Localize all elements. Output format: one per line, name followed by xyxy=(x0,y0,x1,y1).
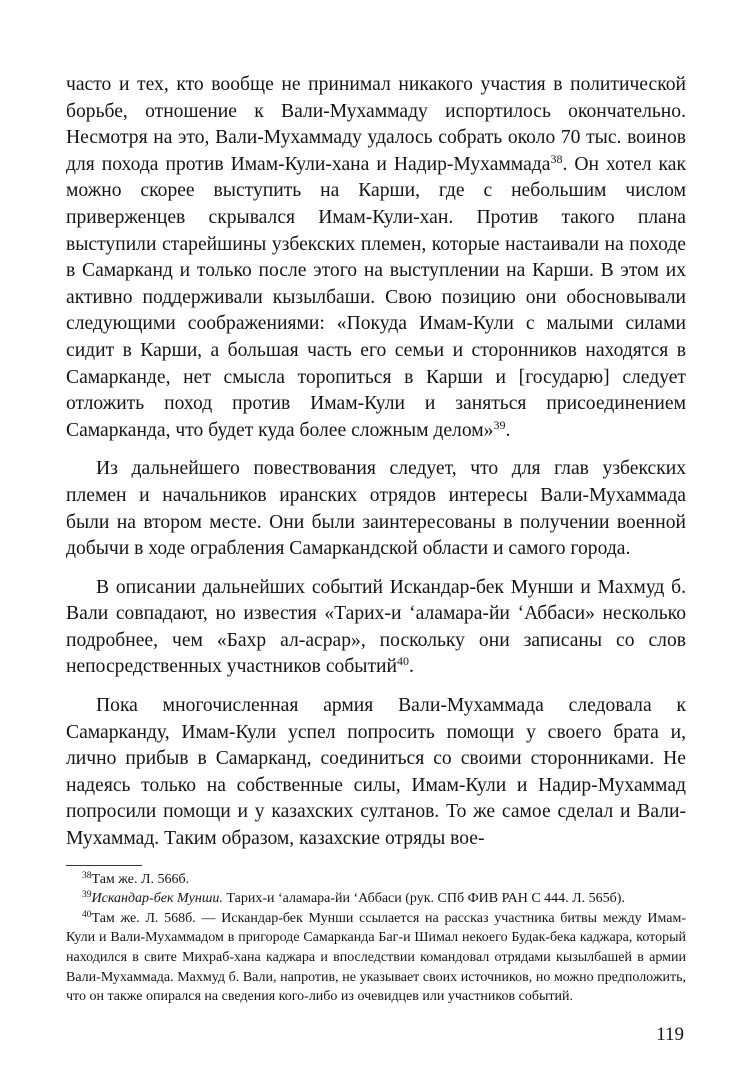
paragraph-3-text-b: . xyxy=(409,656,414,678)
paragraph-4-text: Пока многочисленная армия Вали-Мухаммада следовала к Самарканду, Имам-Кули успел попросить помощи у своего брата и, лично прибыв в Самарканд, соединиться со своими сторонниками. Не надеясь только на собственные силы, Имам-Кули и Надир-Мухаммад попросили помощи и у казахских султанов. То же самое сделал и Вали-Мухаммад. Таким образом, казахские отряды вое- xyxy=(66,695,686,850)
footnote-number: 38 xyxy=(82,870,92,881)
footnote-ref-39[interactable]: 39 xyxy=(493,417,506,432)
footnote-number: 40 xyxy=(82,909,92,920)
footnote-38 xyxy=(66,870,686,890)
page-number: 119 xyxy=(656,1024,684,1045)
footnote-text: Тарих-и ‘аламара-йи ‘Аббаси (рук. СПб ФИВ РАН С 444. Л. 565б). xyxy=(222,891,625,907)
footnote-ref-38[interactable]: 38 xyxy=(550,151,563,166)
footnote-ref-40[interactable]: 40 xyxy=(397,654,409,669)
footnote-divider xyxy=(66,865,142,866)
paragraph-4 xyxy=(66,693,686,853)
footnote-number: 39 xyxy=(82,890,92,901)
paragraph-2 xyxy=(66,456,686,562)
page-body xyxy=(66,72,686,1007)
paragraph-3 xyxy=(66,575,686,681)
footnote-text: Там же. Л. 568б. — Искандар-бек Мунши ссылается на рассказ участника битвы между Имам-Кули и Вали-Мухаммадом в пригороде Самарканда Баг-и Шимал некоего Будак-бека каджара, который находился в свите Михраб-хана каджара и впоследствии командовал отрядами кызылбашей в армии Вали-Мухаммада. Махмуд б. Вали, напротив, не указывает своих источников, но можно предположить, что он также опирался на сведения кого-либо из очевидцев или участников событий. xyxy=(66,910,686,1005)
paragraph-2-text: Из дальнейшего повествования следует, что для глав узбекских племен и начальников иранских отрядов интересы Вали-Мухаммада были на втором месте. Они были заинтересованы в получении военной добычи в ходе ограбления Самаркандской области и самого города. xyxy=(66,458,686,560)
footnote-text: Там же. Л. 566б. xyxy=(91,871,190,887)
paragraph-1 xyxy=(66,72,686,444)
footnote-author: Искандар-бек Мунши. xyxy=(91,891,223,907)
footnote-40 xyxy=(66,909,686,1007)
paragraph-1-text-a: часто и тех, кто вообще не принимал никакого участия в политической борьбе, отношение к Вали-Мухаммаду испортилось окончательно. Несмотря на это, Вали-Мухаммаду удалось собрать около 70 тыс. воинов для похода против Имам-Кули-хана и Надир-Мухаммада xyxy=(66,74,686,175)
footnote-39 xyxy=(66,889,686,909)
paragraph-1-text-b: . Он хотел как можно скорее выступить на Карши, где с небольшим числом приверженцев скрывался Имам-Кули-хан. Против такого плана выступили старейшины узбекских племен, которые настаивали на походе в Самарканд и только после этого на выступлении на Карши. В этом их активно поддерживали кызылбаши. Свою позицию они обосновывали следующими соображениями: «Покуда Имам-Кули с малыми силами сидит в Карши, а большая часть его семьи и сторонников находятся в Самарканде, нет смысла торопиться в Карши и [государю] следует отложить поход против Имам-Кули и заняться присоединением Самарканда, что будет куда более сложным делом» xyxy=(66,153,686,441)
paragraph-3-text-a: В описании дальнейших событий Искандар-бек Мунши и Махмуд б. Вали совпадают, но известия «Тарих-и ‘аламара-йи ‘Аббаси» несколько подробнее, чем «Бахр ал-асрар», поскольку они записаны со слов непосредственных участников событий xyxy=(66,576,686,678)
paragraph-1-text-c: . xyxy=(505,419,511,441)
